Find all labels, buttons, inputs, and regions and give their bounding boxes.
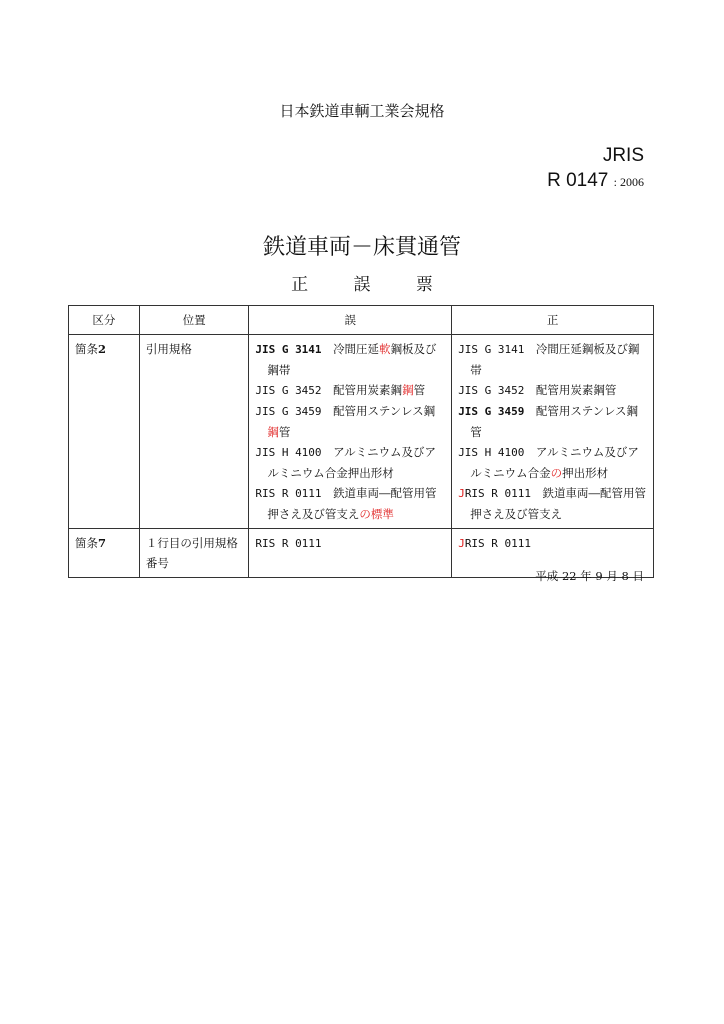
standard-code: JIS G 3141 xyxy=(458,343,525,356)
correction-mark: の標準 xyxy=(359,507,394,521)
correction-mark: J xyxy=(458,537,465,550)
section-cell xyxy=(69,335,140,529)
entry-text-rest: 管 xyxy=(278,425,291,439)
standard-prefix: JRIS xyxy=(602,145,644,166)
position-cell xyxy=(139,335,248,529)
wrong-cell xyxy=(249,335,452,529)
table-row xyxy=(69,335,654,529)
issue-date: 平成 22 年 9 月 8 日 xyxy=(535,569,644,583)
wrong-entry xyxy=(255,380,445,401)
standard-code: JIS G 3459 xyxy=(458,405,525,418)
entry-text: アルミニウム及びアルミニウム合金 xyxy=(470,445,639,480)
standard-code: JIS H 4100 xyxy=(458,446,525,459)
wrong-entry xyxy=(255,533,445,554)
document-subtitle: 正 誤 票 xyxy=(291,275,453,295)
entry-text: 冷間圧延 xyxy=(333,342,380,356)
entry-text: 配管用炭素鋼管 xyxy=(535,383,617,397)
standard-code: JIS G 3452 xyxy=(255,384,322,397)
header-position: 位置 xyxy=(139,306,248,335)
section-number: 2 xyxy=(98,342,107,356)
correction-mark: J xyxy=(458,487,465,500)
entry-text: 配管用ステンレス鋼 xyxy=(333,404,436,418)
section-cell xyxy=(69,529,140,578)
standard-code: RIS R 0111 xyxy=(255,537,322,550)
correction-mark: 軟 xyxy=(379,342,391,356)
standard-number: R 0147 xyxy=(547,170,609,191)
position-text: １行目の引用規格番号 xyxy=(145,536,238,570)
wrong-entry xyxy=(255,442,445,483)
correction-mark: の xyxy=(550,466,563,480)
header-wrong: 誤 xyxy=(249,306,452,335)
header-category: 区分 xyxy=(69,306,140,335)
wrong-entry xyxy=(255,401,445,442)
correct-entry xyxy=(458,442,647,483)
position-text: 引用規格 xyxy=(145,342,192,356)
standard-code: RIS R 0111 xyxy=(464,537,532,550)
entry-text: アルミニウム及びアルミニウム合金押出形材 xyxy=(267,445,436,480)
section-prefix: 箇条 xyxy=(75,342,98,356)
errata-table xyxy=(68,305,654,578)
table-header-row xyxy=(69,306,654,335)
standard-code: RIS R 0111 xyxy=(255,487,322,500)
correct-entry xyxy=(458,401,647,442)
header-correct: 正 xyxy=(452,306,654,335)
entry-text-rest: 管 xyxy=(413,383,426,397)
correct-entry xyxy=(458,483,647,524)
standard-year: : 2006 xyxy=(613,175,644,189)
standard-code: JIS G 3141 xyxy=(255,343,322,356)
correct-entry xyxy=(458,339,647,380)
wrong-entry xyxy=(255,339,445,380)
wrong-entry xyxy=(255,483,445,524)
wrong-cell xyxy=(249,529,452,578)
correction-mark: 鋼 xyxy=(402,383,414,397)
correct-entry xyxy=(458,380,647,401)
section-number: 7 xyxy=(98,536,107,550)
entry-text: 配管用ステンレス鋼管 xyxy=(470,404,638,439)
entry-text: 冷間圧延鋼板及び鋼帯 xyxy=(470,342,640,377)
entry-text-rest: 押出形材 xyxy=(562,466,609,480)
entry-text: 鉄道車両―配管用管押さえ及び管支え xyxy=(267,486,437,521)
standard-number-line xyxy=(547,170,644,192)
correct-cell xyxy=(452,335,654,529)
standard-code: RIS R 0111 xyxy=(464,487,532,500)
section-prefix: 箇条 xyxy=(75,536,98,550)
correct-entry xyxy=(458,533,647,554)
standard-code: JIS H 4100 xyxy=(255,446,322,459)
standard-code: JIS G 3452 xyxy=(458,384,525,397)
correction-mark: 鋼 xyxy=(267,425,279,439)
document-title: 鉄道車両－床貫通管 xyxy=(262,235,461,260)
standard-code: JIS G 3459 xyxy=(255,405,322,418)
entry-text: 配管用炭素鋼 xyxy=(333,383,403,397)
entry-text-rest: 鋼板及び鋼帯 xyxy=(267,342,437,377)
position-cell xyxy=(139,529,248,578)
organization-name: 日本鉄道車輌工業会規格 xyxy=(279,102,445,120)
entry-text: 鉄道車両―配管用管押さえ及び管支え xyxy=(470,486,647,521)
